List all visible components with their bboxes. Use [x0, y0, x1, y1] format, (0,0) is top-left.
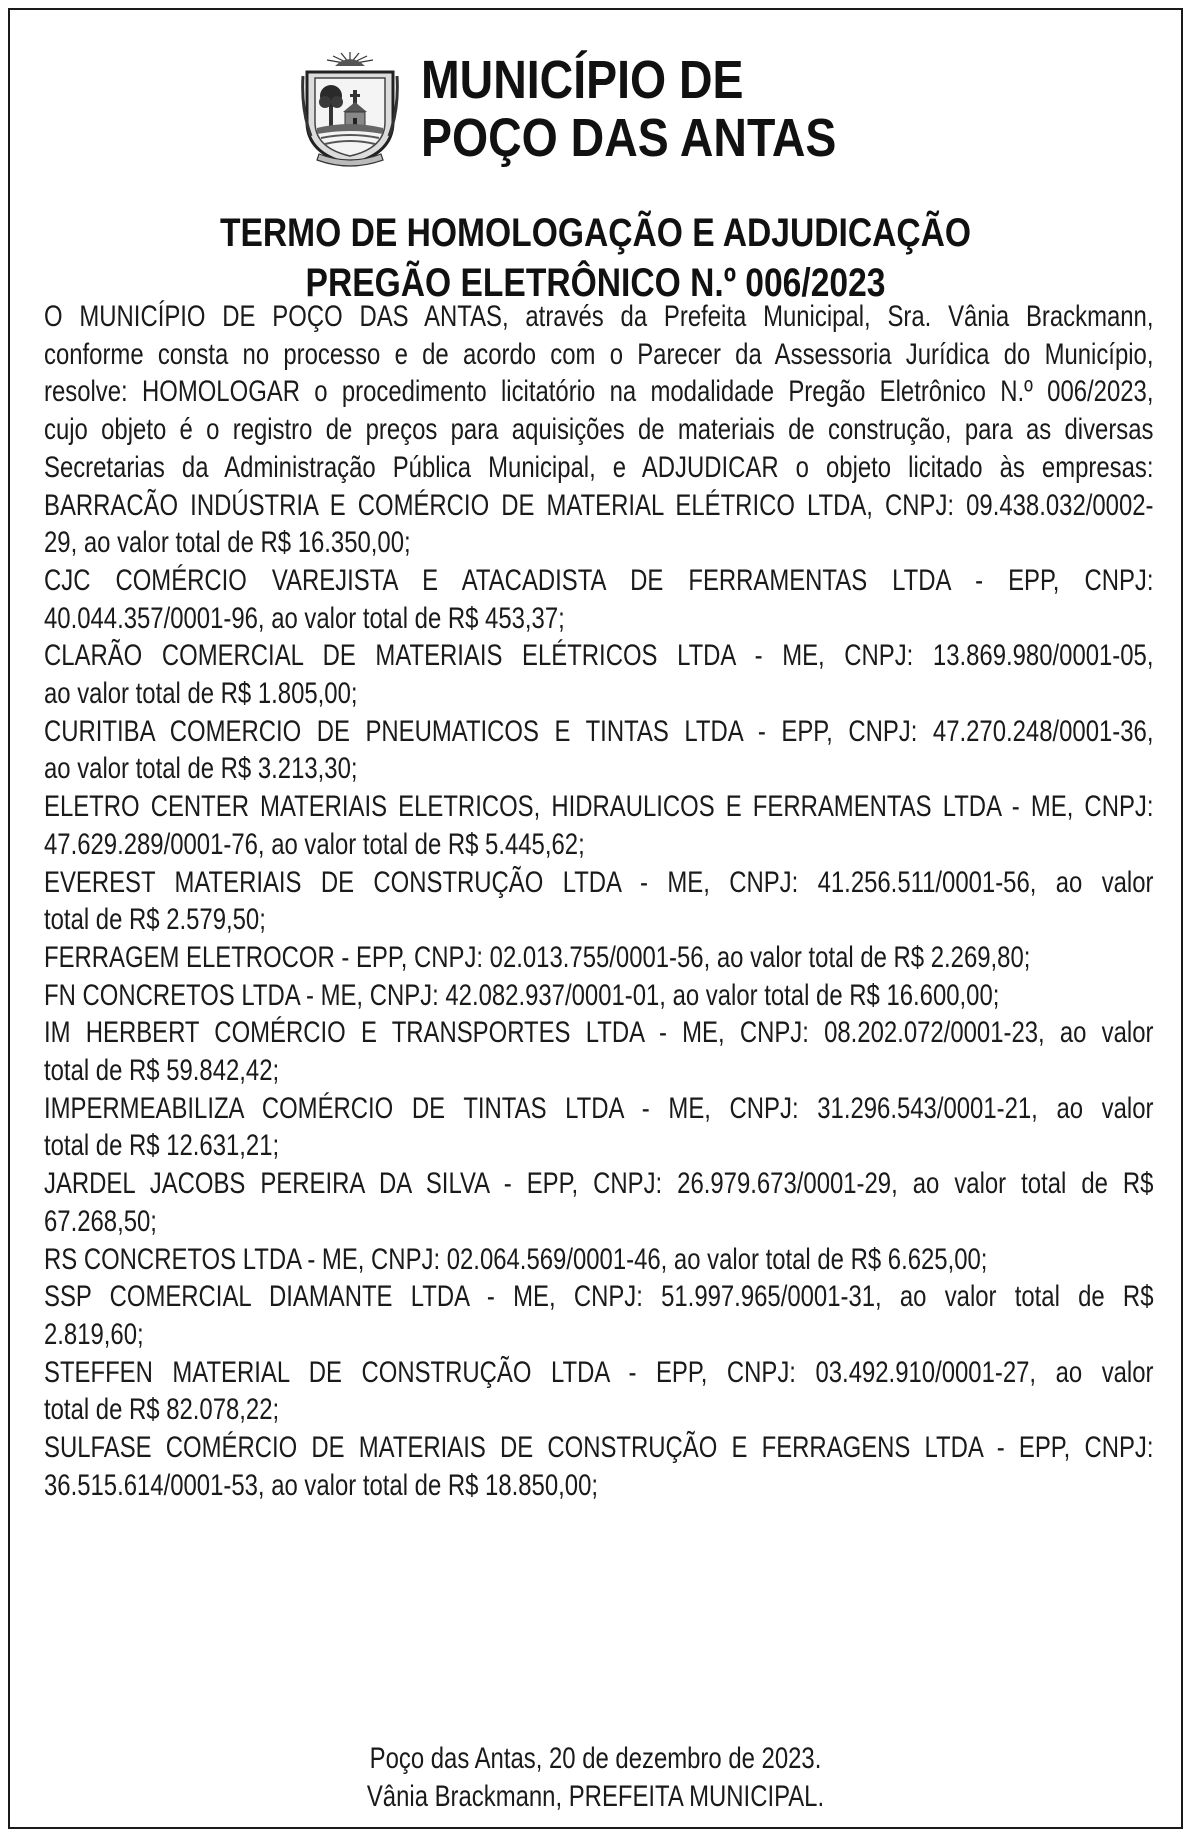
municipality-name	[420, 50, 836, 168]
body-line: 36.515.614/0001-53, ao valor total de R$ 18.850,00;	[44, 1468, 599, 1502]
body-line: SSP COMERCIAL DIAMANTE LTDA - ME, CNPJ: 51.997.965/0001-31, ao valor total de R$	[44, 1280, 1154, 1314]
document-subtitle: PREGÃO ELETRÔNICO N.º 006/2023	[305, 261, 886, 305]
body-line: CURITIBA COMERCIO DE PNEUMATICOS E TINTAS LTDA - EPP, CNPJ: 47.270.248/0001-36,	[44, 714, 1154, 748]
document-frame	[8, 8, 1183, 1829]
body-line: FERRAGEM ELETROCOR - EPP, CNPJ: 02.013.755/0001-56, ao valor total de R$ 2.269,80;	[44, 940, 1031, 974]
body-line: ao valor total de R$ 3.213,30;	[44, 752, 358, 786]
body-line: 2.819,60;	[44, 1317, 144, 1351]
body-line: Secretarias da Administração Pública Municipal, e ADJUDICAR o objeto licitado às empresas:	[44, 450, 1154, 484]
municipal-crest-icon	[301, 50, 399, 168]
body-line: ao valor total de R$ 1.805,00;	[44, 677, 358, 711]
signature-block	[10, 1740, 1181, 1816]
body-line: IMPERMEABILIZA COMÉRCIO DE TINTAS LTDA - ME, CNPJ: 31.296.543/0001-21, ao valor	[44, 1091, 1154, 1125]
body-line: CLARÃO COMERCIAL DE MATERIAIS ELÉTRICOS LTDA - ME, CNPJ: 13.869.980/0001-05,	[44, 639, 1154, 673]
document-body	[44, 298, 1154, 1505]
body-line: resolve: HOMOLOGAR o procedimento licitatório na modalidade Pregão Eletrônico N.º 006/2023,	[44, 375, 1154, 409]
body-line: CJC COMÉRCIO VAREJISTA E ATACADISTA DE FERRAMENTAS LTDA - EPP, CNPJ:	[44, 563, 1154, 597]
municipality-name-line2: POÇO DAS ANTAS	[420, 108, 836, 168]
body-line: STEFFEN MATERIAL DE CONSTRUÇÃO LTDA - EPP, CNPJ: 03.492.910/0001-27, ao valor	[44, 1355, 1154, 1389]
body-line: cujo objeto é o registro de preços para aquisições de materiais de construção, para as diversas	[44, 413, 1154, 447]
place-date: Poço das Antas, 20 de dezembro de 2023.	[369, 1742, 822, 1775]
body-line: JARDEL JACOBS PEREIRA DA SILVA - EPP, CNPJ: 26.979.673/0001-29, ao valor total de R$	[44, 1167, 1154, 1201]
body-line: 47.629.289/0001-76, ao valor total de R$ 5.445,62;	[44, 827, 585, 861]
body-line: 40.044.357/0001-96, ao valor total de R$ 453,37;	[44, 601, 565, 635]
body-line: FN CONCRETOS LTDA - ME, CNPJ: 42.082.937/0001-01, ao valor total de R$ 16.600,00;	[44, 978, 1000, 1012]
body-line: O MUNICÍPIO DE POÇO DAS ANTAS, através da Prefeita Municipal, Sra. Vânia Brackmann,	[44, 300, 1154, 333]
body-line: 67.268,50;	[44, 1204, 157, 1238]
body-line: ELETRO CENTER MATERIAIS ELETRICOS, HIDRAULICOS E FERRAMENTAS LTDA - ME, CNPJ:	[44, 790, 1154, 824]
body-line: conforme consta no processo e de acordo com o Parecer da Assessoria Jurídica do Município,	[44, 337, 1154, 371]
municipality-name-line1: MUNICÍPIO DE	[420, 50, 744, 110]
signer-name: Vânia Brackmann, PREFEITA MUNICIPAL.	[366, 1780, 825, 1813]
body-line: total de R$ 12.631,21;	[44, 1129, 280, 1163]
body-line: total de R$ 82.078,22;	[44, 1393, 280, 1427]
document-title: TERMO DE HOMOLOGAÇÃO E ADJUDICAÇÃO	[219, 211, 972, 255]
body-line: BARRACÃO INDÚSTRIA E COMÉRCIO DE MATERIAL ELÉTRICO LTDA, CNPJ: 09.438.032/0002-	[44, 488, 1154, 522]
body-line: EVEREST MATERIAIS DE CONSTRUÇÃO LTDA - ME, CNPJ: 41.256.511/0001-56, ao valor	[44, 865, 1154, 899]
body-line: SULFASE COMÉRCIO DE MATERIAIS DE CONSTRUÇÃO E FERRAGENS LTDA - EPP, CNPJ:	[44, 1431, 1154, 1465]
document-titles	[10, 208, 1181, 308]
body-line: 29, ao valor total de R$ 16.350,00;	[44, 526, 411, 560]
body-line: IM HERBERT COMÉRCIO E TRANSPORTES LTDA - ME, CNPJ: 08.202.072/0001-23, ao valor	[44, 1016, 1154, 1050]
body-line: total de R$ 2.579,50;	[44, 903, 266, 937]
body-line: total de R$ 59.842,42;	[44, 1054, 280, 1088]
header	[10, 50, 1181, 168]
body-line: RS CONCRETOS LTDA - ME, CNPJ: 02.064.569/0001-46, ao valor total de R$ 6.625,00;	[44, 1242, 988, 1276]
